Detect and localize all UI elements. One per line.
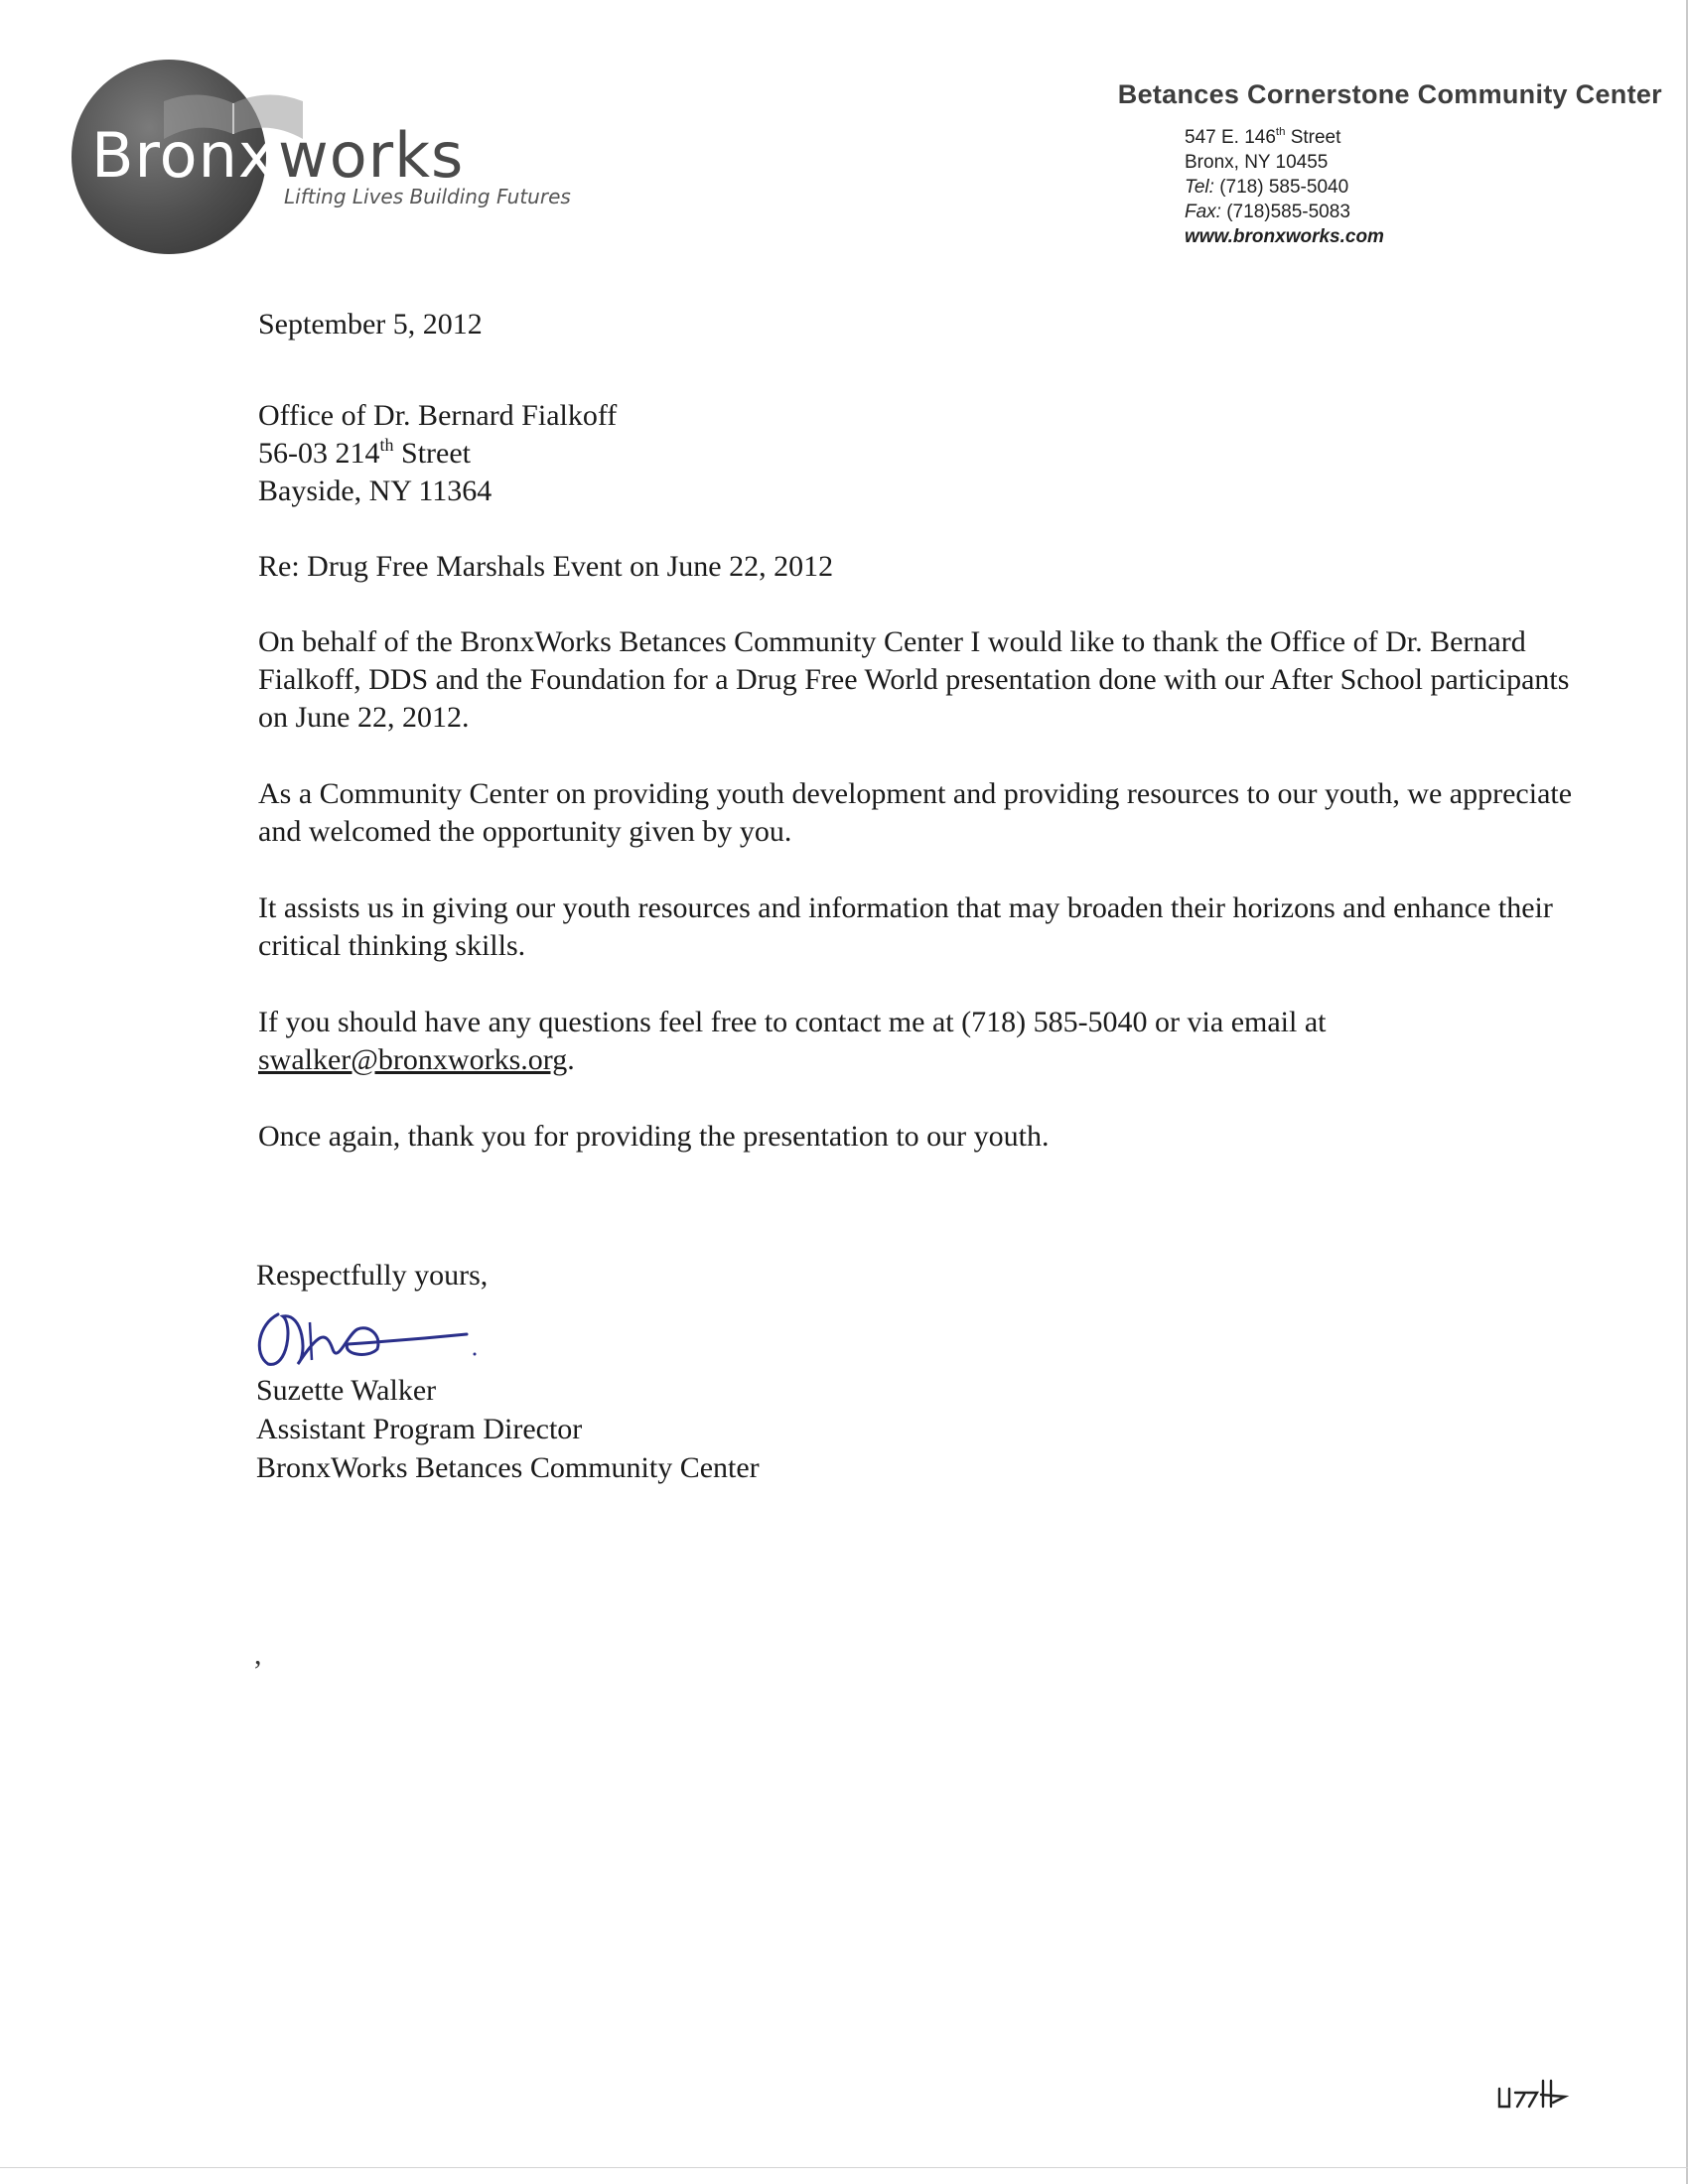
body-paragraph: On behalf of the BronxWorks Betances Community Center I would like to thank the Office of Dr. Bernard Fialkoff, DDS and the Foundation for a Drug Free World presentation done with our After School participants on June 22, 2012. bbox=[258, 625, 1570, 734]
handwritten-mark bbox=[1495, 2077, 1575, 2116]
letter-body bbox=[258, 306, 1589, 1194]
address-street: 547 E. 146th Street bbox=[1185, 126, 1341, 148]
signer-title: Assistant Program Director bbox=[256, 1413, 583, 1445]
logo-tagline: Lifting Lives Building Futures bbox=[284, 185, 571, 208]
signer-name: Suzette Walker bbox=[256, 1374, 437, 1407]
address-fax: Fax: (718)585-5083 bbox=[1185, 202, 1350, 222]
stray-mark: , bbox=[254, 1638, 262, 1671]
recipient-line: 56-03 214th Street bbox=[258, 435, 471, 470]
address-city: Bronx, NY 10455 bbox=[1185, 152, 1329, 173]
website-link[interactable]: www.bronxworks.com bbox=[1185, 226, 1384, 247]
signer-block bbox=[256, 1371, 760, 1487]
recipient-address bbox=[258, 397, 1589, 510]
organization-name: Betances Cornerstone Community Center bbox=[1117, 79, 1662, 109]
bronxworks-logo bbox=[71, 60, 628, 258]
final-paragraph: Once again, thank you for providing the presentation to our youth. bbox=[258, 1120, 1050, 1153]
signer-organization: BronxWorks Betances Community Center bbox=[256, 1451, 760, 1484]
recipient-line: Bayside, NY 11364 bbox=[258, 475, 492, 507]
email-link[interactable]: swalker@bronxworks.org bbox=[258, 1043, 568, 1076]
subject-line: Re: Drug Free Marshals Event on June 22, 2012 bbox=[258, 550, 834, 583]
scan-line bbox=[0, 2167, 1688, 2168]
body-paragraph: As a Community Center on providing youth development and providing resources to our youth, we appreciate and welcomed the opportunity given by you. bbox=[258, 777, 1573, 848]
address-tel: Tel: (718) 585-5040 bbox=[1185, 177, 1349, 198]
address-block bbox=[1185, 125, 1384, 249]
body-paragraph: It assists us in giving our youth resources and information that may broaden their horizons and enhance their critical thinking skills. bbox=[258, 891, 1553, 962]
logo-word-works: works bbox=[278, 119, 465, 192]
logo-word-bronx: Bronx bbox=[91, 119, 276, 192]
letter-date: September 5, 2012 bbox=[258, 308, 483, 341]
contact-paragraph: If you should have any questions feel free to contact me at (718) 585-5040 or via email at swalker@bronxworks.org. bbox=[258, 1006, 1327, 1076]
recipient-line: Office of Dr. Bernard Fialkoff bbox=[258, 399, 618, 432]
closing-line: Respectfully yours, bbox=[256, 1259, 489, 1292]
